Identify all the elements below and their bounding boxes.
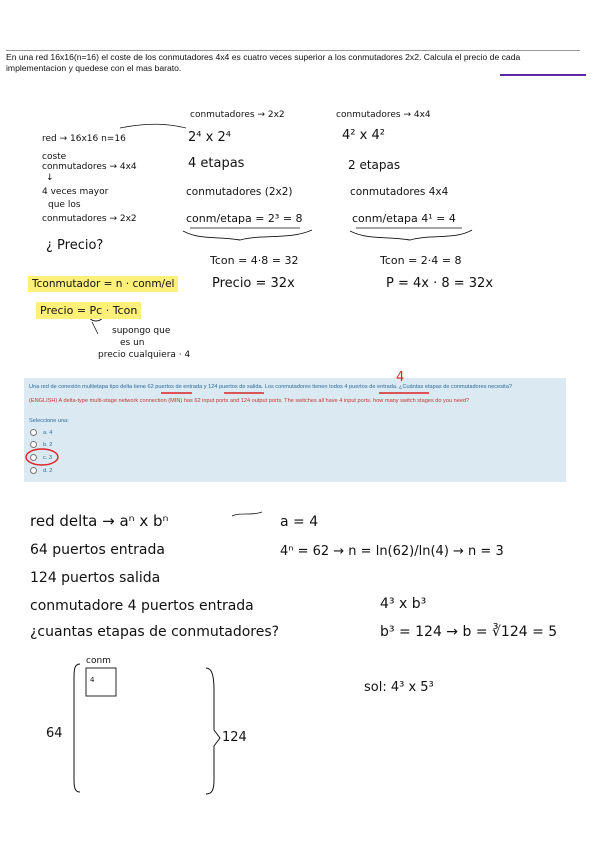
formula-precio: Precio = Pc · Tcon	[36, 302, 141, 319]
diagram-64: 64	[46, 726, 63, 741]
c4-precio: P = 4x · 8 = 32x	[386, 276, 494, 291]
arrow-glyph: ↓	[46, 173, 54, 183]
c4-conm: conmutadores 4x4	[350, 186, 449, 198]
note-supongo1: supongo que	[112, 326, 171, 336]
n2-l5b: b³ = 124 → b = ∛124 = 5	[380, 624, 558, 640]
note-que: que los	[48, 200, 81, 210]
n2-l4: conmutadore 4 puertos entrada	[30, 598, 254, 614]
header-2x2: conmutadores → 2x2	[190, 110, 285, 120]
header-4x4: conmutadores → 4x4	[336, 110, 431, 120]
c2-conmetapa: conm/etapa = 2³ = 8	[186, 212, 303, 225]
option-c-label: c. 3	[43, 454, 53, 461]
note-red: red → 16x16 n=16	[42, 134, 126, 144]
c4-tcon: Tcon = 2·4 = 8	[380, 254, 462, 267]
note-conm22: conmutadores → 2x2	[42, 214, 137, 224]
question-text: En una red 16x16(n=16) el coste de los conmutadores 4x4 es cuatro veces superior a los conmutadores 2x2. Calcula el precio de cada implementacion y quedese con el mas barato.	[6, 52, 521, 73]
diagram-conm: conm	[86, 656, 111, 666]
n2-l2: 64 puertos entrada	[30, 542, 165, 558]
option-b-label: b. 2	[43, 441, 53, 448]
note-supongo3: precio cualquiera · 4	[98, 350, 191, 360]
option-d-label: d. 2	[43, 467, 53, 474]
quiz-question-panel	[24, 370, 566, 482]
option-a-label: a. 4	[43, 429, 53, 436]
n2-l5: ¿cuantas etapas de conmutadores?	[30, 624, 280, 640]
n2-l2b: 4ⁿ = 62 → n = ln(62)/ln(4) → n = 3	[280, 544, 504, 559]
n2-l1b: a = 4	[280, 514, 319, 530]
note-coste: coste	[42, 152, 67, 162]
formula-tconm: Tconmutador = n · conm/el	[28, 276, 178, 292]
note-veces: 4 veces mayor	[42, 187, 109, 197]
quiz-question-text: Una red de conexión multietapa tipo delta tiene 62 puertos de entrada y 124 puertos de salida. Los conmutadores tienen todos 4 puertos de entrada. ¿Cuántas etapas de conmutadores necesita?	[29, 384, 512, 390]
select-label: Seleccione una:	[29, 418, 69, 424]
c2-tcon: Tcon = 4·8 = 32	[210, 254, 299, 267]
diagram-124: 124	[222, 730, 247, 745]
c2-pow: 2⁴ x 2⁴	[188, 130, 231, 145]
c2-conm: conmutadores (2x2)	[186, 186, 293, 198]
c4-etapas: 2 etapas	[348, 158, 401, 172]
note-conm44: conmutadores → 4x4	[42, 162, 137, 172]
red-annotation-4: 4	[396, 370, 405, 385]
c4-conmetapa: conm/etapa 4¹ = 4	[352, 212, 456, 225]
solution: sol: 4³ x 5³	[364, 680, 434, 695]
diagram-4: 4	[90, 676, 95, 684]
quiz-question-english: (ENGLISH) A delta-type multi-stage network connection (MIN) has 62 input ports and 124 output ports. The switches all have 4 input ports. how many switch stages do you need?	[29, 398, 470, 404]
c4-pow: 4² x 4²	[342, 128, 385, 143]
c2-precio: Precio = 32x	[212, 276, 295, 291]
n2-l4b: 4³ x b³	[380, 596, 427, 612]
n2-l1: red delta → aⁿ x bⁿ	[30, 512, 169, 530]
red-annotations	[24, 378, 566, 482]
c2-etapas: 4 etapas	[188, 156, 245, 171]
n2-l3: 124 puertos salida	[30, 570, 161, 586]
note-supongo2: es un	[120, 338, 145, 348]
note-precio-q: ¿ Precio?	[46, 238, 104, 253]
